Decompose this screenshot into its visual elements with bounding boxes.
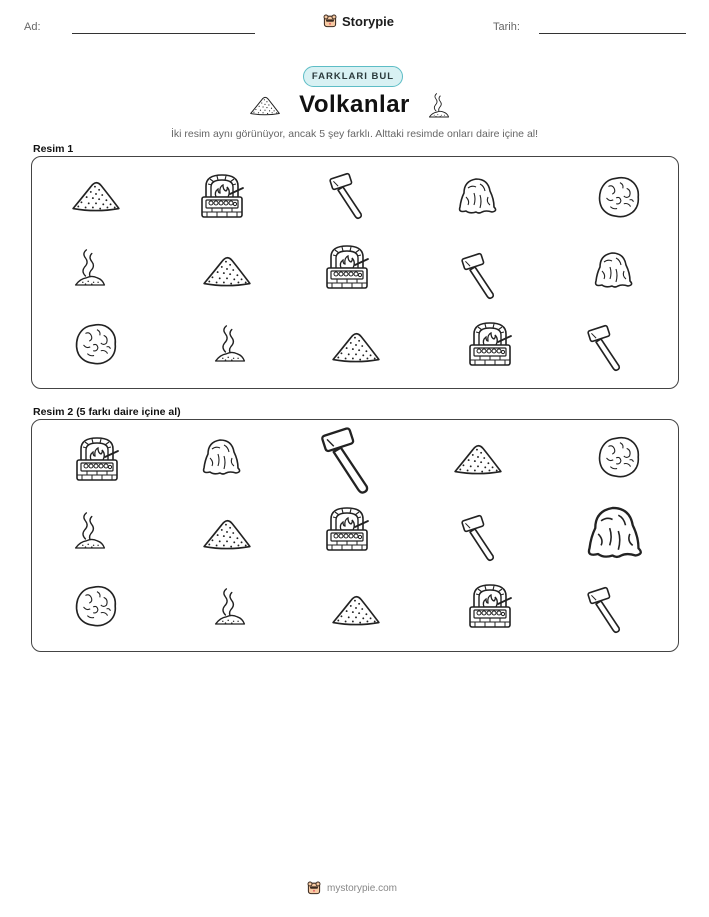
steam-vent-icon[interactable] [72,507,108,553]
forge-icon [322,243,372,293]
name-label: Ad: [24,21,41,33]
steam-vent-icon [212,320,248,366]
ash-pile-icon [201,249,253,291]
storypie-mascot-icon [322,13,338,29]
hammer-icon[interactable] [318,426,378,498]
picture2-label: Resim 2 (5 farkı daire içine al) [33,406,181,418]
hammer-icon[interactable] [460,514,500,564]
instructions: İki resim aynı görünüyor, ancak 5 şey farklı. Alttaki resimde onları daire içine al! [170,128,539,140]
lava-rock-icon [595,173,643,221]
forge-icon [197,172,247,222]
hammer-icon [328,172,368,222]
footer [306,880,397,896]
lava-rock-icon[interactable] [595,433,643,481]
hammer-icon[interactable] [586,586,626,636]
steam-vent-icon[interactable] [212,583,248,629]
lava-rock-icon [72,320,120,368]
brand-logo [322,13,394,29]
lava-dome-icon [452,173,502,217]
forge-icon[interactable] [322,505,372,555]
forge-icon[interactable] [72,435,122,485]
ash-pile-icon [70,174,122,216]
storypie-mascot-icon [306,880,322,896]
footer-url[interactable]: mystorypie.com [327,882,398,894]
lava-dome-icon[interactable] [578,500,650,562]
lava-dome-icon [588,247,638,291]
date-field-line[interactable] [539,33,686,34]
ash-pile-icon[interactable] [201,512,253,554]
hammer-icon [460,252,500,302]
name-field-line[interactable] [72,33,255,34]
lava-dome-icon[interactable] [196,434,246,478]
date-label: Tarih: [493,21,520,33]
hammer-icon [586,324,626,374]
brand-name: Storypie [342,13,395,29]
activity-badge: FARKLARI BUL [303,66,403,87]
steam-vent-icon [426,90,452,120]
page-title: Volkanlar [299,91,410,118]
ash-pile-icon [330,325,382,367]
ash-pile-icon[interactable] [330,588,382,630]
steam-vent-icon [72,244,108,290]
ash-pile-icon[interactable] [452,437,504,479]
forge-icon[interactable] [465,582,515,632]
forge-icon [465,320,515,370]
picture1-label: Resim 1 [33,143,74,155]
lava-rock-icon[interactable] [72,582,120,630]
